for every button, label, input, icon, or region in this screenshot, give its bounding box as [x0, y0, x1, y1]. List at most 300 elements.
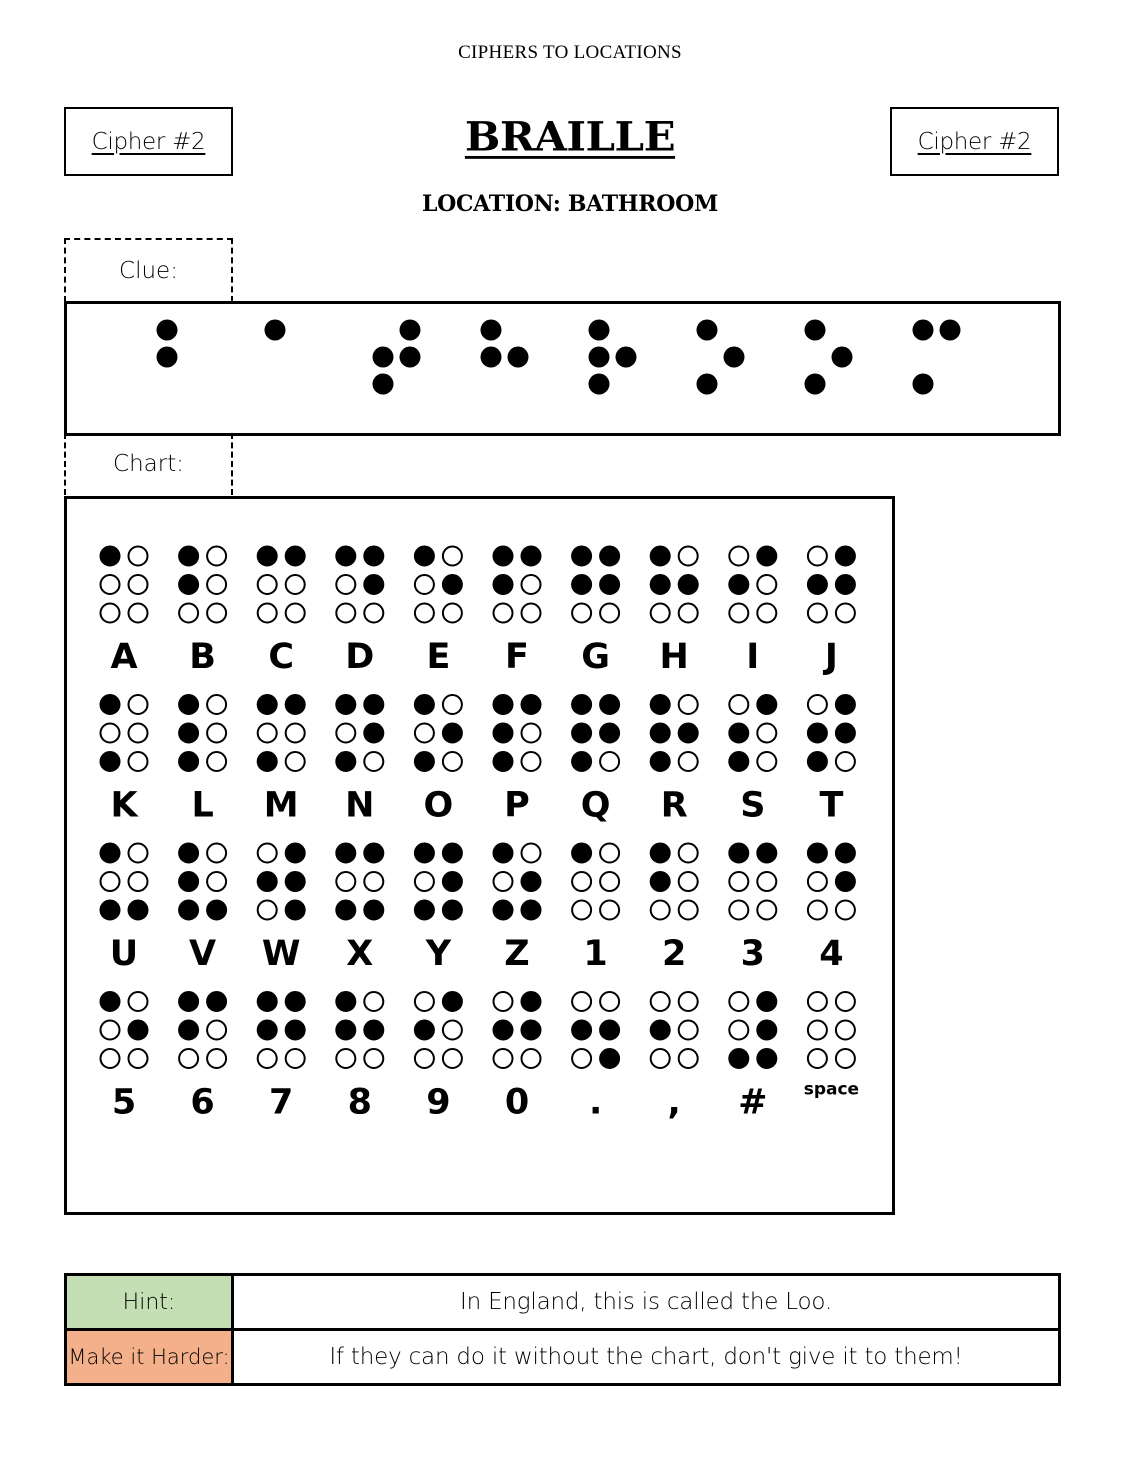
chart-tab: [64, 433, 233, 495]
braille-dot-filled: [651, 752, 670, 771]
braille-dot-filled: [729, 844, 748, 863]
braille-dot-empty: [364, 604, 383, 623]
chart-cell-label: J: [824, 637, 838, 677]
braille-dot-filled: [286, 901, 305, 920]
braille-dot-empty: [757, 575, 776, 594]
chart-cell-label: M: [263, 785, 299, 826]
chart-label: Chart:: [113, 451, 184, 477]
chart-cell-label: 7: [269, 1082, 294, 1123]
braille-dot-filled: [443, 901, 462, 920]
braille-dot-empty: [443, 1049, 462, 1068]
braille-dot-filled: [651, 575, 670, 594]
braille-dot-empty: [836, 1021, 855, 1040]
harder-text: If they can do it without the chart, don't give it to them!: [329, 1344, 963, 1370]
chart-cell-label: 8: [347, 1082, 372, 1123]
braille-dot-filled: [522, 872, 541, 891]
braille-dot-empty: [101, 1021, 120, 1040]
braille-dot-filled: [757, 1049, 776, 1068]
chart-cell-label: T: [819, 785, 844, 826]
braille-dot-empty: [207, 575, 226, 594]
chart-cell: [651, 992, 698, 1123]
braille-dot-empty: [651, 1049, 670, 1068]
braille-dot: [913, 374, 934, 395]
braille-dot-filled: [600, 1021, 619, 1040]
braille-dot-filled: [600, 547, 619, 566]
braille-dot-empty: [808, 992, 827, 1011]
braille-dot-empty: [679, 604, 698, 623]
braille-dot-empty: [336, 1049, 355, 1068]
braille-dot-filled: [494, 724, 513, 743]
hint-text: In England, this is called the Loo.: [460, 1289, 832, 1315]
braille-dot-empty: [600, 872, 619, 891]
braille-dot-filled: [651, 872, 670, 891]
chart-cell: [415, 547, 462, 678]
braille-dot-filled: [286, 547, 305, 566]
braille-dot-empty: [836, 752, 855, 771]
braille-dot-empty: [101, 724, 120, 743]
chart-cell-label: 9: [426, 1082, 451, 1123]
chart-cell: [494, 695, 541, 826]
braille-dot-empty: [679, 901, 698, 920]
braille-dot-filled: [836, 547, 855, 566]
hint-label: Hint:: [67, 1276, 234, 1328]
braille-dot-empty: [129, 724, 148, 743]
chart-cell: [258, 844, 305, 975]
chart-cell: [101, 547, 148, 678]
braille-dot-empty: [129, 695, 148, 714]
chart-cell: [808, 547, 855, 678]
chart-cell-label: F: [505, 637, 529, 677]
braille-dot-filled: [443, 724, 462, 743]
braille-dot-empty: [443, 547, 462, 566]
braille-dot-empty: [572, 872, 591, 891]
chart-cell: [494, 844, 541, 975]
braille-dot-empty: [808, 872, 827, 891]
chart-cell: [179, 695, 226, 826]
braille-dot-empty: [129, 992, 148, 1011]
braille-dot: [940, 320, 961, 341]
braille-dot-filled: [836, 695, 855, 714]
braille-dot: [373, 347, 394, 368]
braille-dot-empty: [207, 752, 226, 771]
braille-dot-empty: [207, 604, 226, 623]
braille-dot-empty: [808, 547, 827, 566]
chart-cell: [179, 547, 226, 678]
braille-dot-filled: [336, 547, 355, 566]
braille-dot-filled: [600, 724, 619, 743]
braille-dot-empty: [679, 1021, 698, 1040]
braille-dot-filled: [258, 872, 277, 891]
clue-braille-cell: [265, 320, 286, 341]
braille-dot-filled: [207, 901, 226, 920]
chart-cell-label: A: [110, 637, 138, 677]
braille-dot-empty: [522, 1049, 541, 1068]
clue-braille-cell: [913, 320, 961, 395]
braille-dot-empty: [679, 695, 698, 714]
chart-cell-label: C: [268, 637, 295, 677]
braille-dot-filled: [101, 992, 120, 1011]
chart-cell: [572, 547, 619, 678]
braille-dot-empty: [522, 844, 541, 863]
braille-dot: [805, 374, 826, 395]
braille-dot-empty: [101, 1049, 120, 1068]
page-header: CIPHERS TO LOCATIONS: [458, 42, 682, 63]
braille-dot: [805, 320, 826, 341]
chart-cell: [572, 844, 619, 975]
braille-dot-filled: [415, 752, 434, 771]
braille-dot-empty: [364, 872, 383, 891]
chart-cell: [336, 992, 383, 1123]
chart-cell: [572, 992, 619, 1123]
braille-dot-filled: [364, 547, 383, 566]
braille-dot: [589, 320, 610, 341]
chart-cell-label: #: [738, 1082, 768, 1123]
braille-dot-empty: [364, 992, 383, 1011]
braille-dot-filled: [808, 844, 827, 863]
braille-dot-filled: [443, 992, 462, 1011]
braille-dot-empty: [494, 604, 513, 623]
chart-cell-label: V: [189, 934, 217, 974]
braille-dot-filled: [364, 901, 383, 920]
braille-dot-filled: [286, 695, 305, 714]
braille-dot-empty: [443, 695, 462, 714]
chart-cell: [179, 844, 226, 975]
chart-cell-label: .: [588, 1082, 603, 1123]
clue-braille: [67, 304, 1058, 433]
chart-cell-label: D: [345, 637, 375, 677]
braille-dot-filled: [600, 695, 619, 714]
chart-cell-label: H: [659, 637, 689, 677]
braille-dot-filled: [179, 547, 198, 566]
braille-dot-filled: [415, 695, 434, 714]
braille-dot: [157, 347, 178, 368]
braille-dot-empty: [729, 604, 748, 623]
braille-dot-filled: [494, 695, 513, 714]
chart-cell-label: N: [345, 785, 375, 826]
braille-dot-filled: [494, 901, 513, 920]
braille-dot-filled: [258, 752, 277, 771]
braille-dot-filled: [522, 695, 541, 714]
braille-dot-empty: [808, 695, 827, 714]
hint-row: [67, 1276, 1058, 1328]
chart-cell-label: R: [660, 785, 688, 826]
braille-dot-empty: [679, 872, 698, 891]
chart-cell-label: 6: [190, 1082, 215, 1123]
braille-dot-filled: [651, 695, 670, 714]
chart-cell-label: Y: [425, 934, 452, 974]
braille-dot-filled: [129, 901, 148, 920]
braille-dot-empty: [757, 872, 776, 891]
chart-cell-label: X: [346, 934, 374, 974]
braille-dot-empty: [522, 752, 541, 771]
braille-dot-empty: [415, 992, 434, 1011]
braille-dot-filled: [364, 695, 383, 714]
chart-cell: [808, 695, 855, 826]
clue-tab: [64, 238, 233, 302]
chart-cell-label: space: [803, 1079, 860, 1100]
braille-dot-filled: [729, 575, 748, 594]
braille-dot-filled: [572, 752, 591, 771]
clue-box: [64, 301, 1061, 436]
braille-dot-empty: [207, 1021, 226, 1040]
chart-cell-label: S: [740, 785, 766, 826]
clue-braille-cell: [481, 320, 529, 368]
harder-label: Make it Harder:: [67, 1331, 234, 1383]
braille-dot-empty: [101, 575, 120, 594]
braille-dot: [589, 347, 610, 368]
cipher-number-left-label: Cipher #2: [91, 128, 206, 155]
chart-cell-label: 0: [504, 1082, 530, 1123]
chart-cell: [729, 992, 776, 1123]
braille-dot-empty: [286, 604, 305, 623]
braille-dot: [616, 347, 637, 368]
braille-dot-empty: [729, 872, 748, 891]
braille-dot: [508, 347, 529, 368]
braille-dot: [400, 347, 421, 368]
braille-dot-filled: [836, 872, 855, 891]
braille-dot-empty: [258, 1049, 277, 1068]
braille-dot-filled: [494, 547, 513, 566]
braille-dot-filled: [443, 844, 462, 863]
braille-dot-empty: [129, 1049, 148, 1068]
braille-dot-empty: [494, 992, 513, 1011]
braille-dot-filled: [364, 1021, 383, 1040]
braille-dot-empty: [415, 1049, 434, 1068]
braille-dot-filled: [522, 992, 541, 1011]
braille-dot-empty: [679, 844, 698, 863]
braille-dot-filled: [600, 575, 619, 594]
chart-cell-label: 4: [819, 934, 844, 974]
clue-braille-cell: [805, 320, 853, 395]
braille-dot-empty: [808, 901, 827, 920]
braille-dot-filled: [679, 724, 698, 743]
braille-dot: [724, 347, 745, 368]
chart-cell-label: 1: [583, 934, 608, 974]
braille-dot-empty: [443, 1021, 462, 1040]
braille-dot-filled: [336, 752, 355, 771]
braille-dot-empty: [129, 752, 148, 771]
braille-dot-empty: [101, 604, 120, 623]
braille-dot: [265, 320, 286, 341]
braille-dot-empty: [729, 901, 748, 920]
braille-dot-filled: [364, 724, 383, 743]
braille-dot-empty: [101, 872, 120, 891]
braille-dot-filled: [286, 1021, 305, 1040]
braille-dot-empty: [729, 547, 748, 566]
braille-dot: [157, 320, 178, 341]
braille-chart-grid: [67, 499, 892, 1212]
chart-cell: [258, 547, 305, 678]
chart-cell: [729, 547, 776, 678]
page-title: BRAILLE: [464, 113, 676, 160]
braille-dot-filled: [651, 844, 670, 863]
clue-braille-cell: [157, 320, 178, 368]
braille-dot-empty: [286, 724, 305, 743]
braille-dot-empty: [443, 752, 462, 771]
braille-dot-empty: [207, 844, 226, 863]
braille-dot-empty: [415, 604, 434, 623]
braille-dot-empty: [679, 992, 698, 1011]
braille-dot-empty: [415, 872, 434, 891]
chart-cell-label: U: [109, 934, 139, 974]
braille-dot-filled: [415, 844, 434, 863]
chart-cell-label: 3: [740, 934, 765, 974]
braille-dot-empty: [207, 695, 226, 714]
braille-dot-filled: [522, 547, 541, 566]
chart-cell-label: I: [746, 637, 760, 677]
cipher-number-right-label: Cipher #2: [917, 128, 1032, 155]
braille-dot-empty: [129, 872, 148, 891]
braille-dot-empty: [129, 575, 148, 594]
chart-cell: [729, 844, 776, 975]
braille-dot-filled: [179, 724, 198, 743]
braille-dot-empty: [286, 1049, 305, 1068]
braille-dot-filled: [443, 872, 462, 891]
chart-cell-label: ,: [667, 1082, 681, 1123]
braille-dot-empty: [179, 604, 198, 623]
braille-dot-filled: [415, 1021, 434, 1040]
chart-cell: [258, 992, 305, 1123]
braille-dot-empty: [129, 844, 148, 863]
braille-dot-empty: [364, 1049, 383, 1068]
braille-dot-empty: [757, 604, 776, 623]
chart-cell: [101, 844, 148, 975]
braille-dot-empty: [258, 844, 277, 863]
braille-dot-filled: [336, 901, 355, 920]
braille-dot-filled: [101, 844, 120, 863]
braille-dot-filled: [101, 695, 120, 714]
braille-dot-filled: [836, 844, 855, 863]
braille-dot-empty: [651, 604, 670, 623]
braille-dot-filled: [836, 724, 855, 743]
chart-cell: [808, 844, 855, 975]
braille-dot-empty: [336, 724, 355, 743]
braille-dot-empty: [522, 724, 541, 743]
braille-dot-filled: [179, 575, 198, 594]
braille-dot-empty: [522, 604, 541, 623]
braille-dot-empty: [364, 752, 383, 771]
braille-dot-filled: [101, 547, 120, 566]
chart-cell: [494, 992, 541, 1123]
braille-dot-filled: [651, 1021, 670, 1040]
chart-cell-label: L: [191, 785, 214, 826]
braille-dot-filled: [286, 844, 305, 863]
braille-dot-filled: [729, 724, 748, 743]
braille-dot-filled: [179, 872, 198, 891]
chart-cell: [415, 844, 462, 975]
braille-dot-filled: [572, 695, 591, 714]
braille-dot-filled: [679, 575, 698, 594]
chart-cell: [804, 992, 859, 1100]
braille-dot: [481, 347, 502, 368]
chart-cell-label: O: [423, 785, 454, 826]
braille-dot-filled: [757, 547, 776, 566]
braille-dot-empty: [572, 992, 591, 1011]
braille-dot-empty: [729, 992, 748, 1011]
chart-cell: [651, 844, 698, 975]
braille-dot-empty: [808, 1021, 827, 1040]
braille-dot: [697, 320, 718, 341]
braille-dot-filled: [179, 901, 198, 920]
braille-dot-filled: [836, 575, 855, 594]
braille-dot-filled: [336, 695, 355, 714]
braille-dot-empty: [572, 901, 591, 920]
braille-dot-filled: [129, 1021, 148, 1040]
braille-dot-empty: [836, 992, 855, 1011]
braille-dot-empty: [207, 724, 226, 743]
braille-dot-empty: [836, 901, 855, 920]
braille-dot-empty: [494, 1049, 513, 1068]
braille-dot-filled: [179, 752, 198, 771]
braille-dot: [481, 320, 502, 341]
braille-dot-empty: [651, 901, 670, 920]
chart-cell: [494, 547, 541, 678]
braille-dot-empty: [336, 872, 355, 891]
braille-dot-filled: [522, 901, 541, 920]
braille-dot-filled: [443, 575, 462, 594]
braille-dot-filled: [258, 695, 277, 714]
clue-braille-cell: [697, 320, 745, 395]
braille-dot-empty: [286, 575, 305, 594]
braille-dot-filled: [600, 1049, 619, 1068]
braille-dot-empty: [679, 547, 698, 566]
braille-dot-empty: [415, 724, 434, 743]
braille-dot-filled: [729, 752, 748, 771]
braille-dot-filled: [651, 724, 670, 743]
braille-dot-filled: [572, 844, 591, 863]
braille-dot-filled: [494, 575, 513, 594]
chart-cell-label: 5: [111, 1082, 137, 1123]
braille-dot-filled: [286, 872, 305, 891]
braille-dot-filled: [757, 695, 776, 714]
braille-dot-filled: [572, 547, 591, 566]
braille-dot-filled: [757, 844, 776, 863]
chart-cell: [101, 695, 148, 826]
chart-cell-label: B: [189, 637, 216, 677]
chart-cell: [415, 992, 462, 1123]
braille-dot-filled: [179, 844, 198, 863]
braille-dot-empty: [207, 547, 226, 566]
braille-dot-empty: [443, 604, 462, 623]
chart-cell-label: 2: [662, 934, 687, 974]
braille-dot-empty: [836, 1049, 855, 1068]
braille-dot-filled: [808, 752, 827, 771]
braille-dot-filled: [494, 752, 513, 771]
braille-dot-empty: [600, 752, 619, 771]
chart-cell-label: W: [261, 934, 301, 974]
braille-dot-empty: [757, 901, 776, 920]
braille-dot-filled: [101, 752, 120, 771]
braille-dot-empty: [286, 752, 305, 771]
braille-dot-filled: [757, 992, 776, 1011]
chart-cell: [336, 844, 383, 975]
braille-dot-filled: [415, 547, 434, 566]
braille-dot-filled: [415, 901, 434, 920]
chart-cell: [101, 992, 148, 1123]
braille-dot-empty: [729, 1021, 748, 1040]
braille-dot-filled: [179, 695, 198, 714]
braille-dot-empty: [179, 1049, 198, 1068]
chart-cell-label: Z: [504, 934, 530, 974]
braille-dot-empty: [336, 604, 355, 623]
chart-cell: [336, 695, 383, 826]
braille-dot-empty: [600, 844, 619, 863]
braille-dot-filled: [572, 1021, 591, 1040]
chart-cell: [336, 547, 383, 678]
braille-dot-empty: [572, 604, 591, 623]
braille-dot-empty: [651, 992, 670, 1011]
braille-dot-filled: [364, 575, 383, 594]
